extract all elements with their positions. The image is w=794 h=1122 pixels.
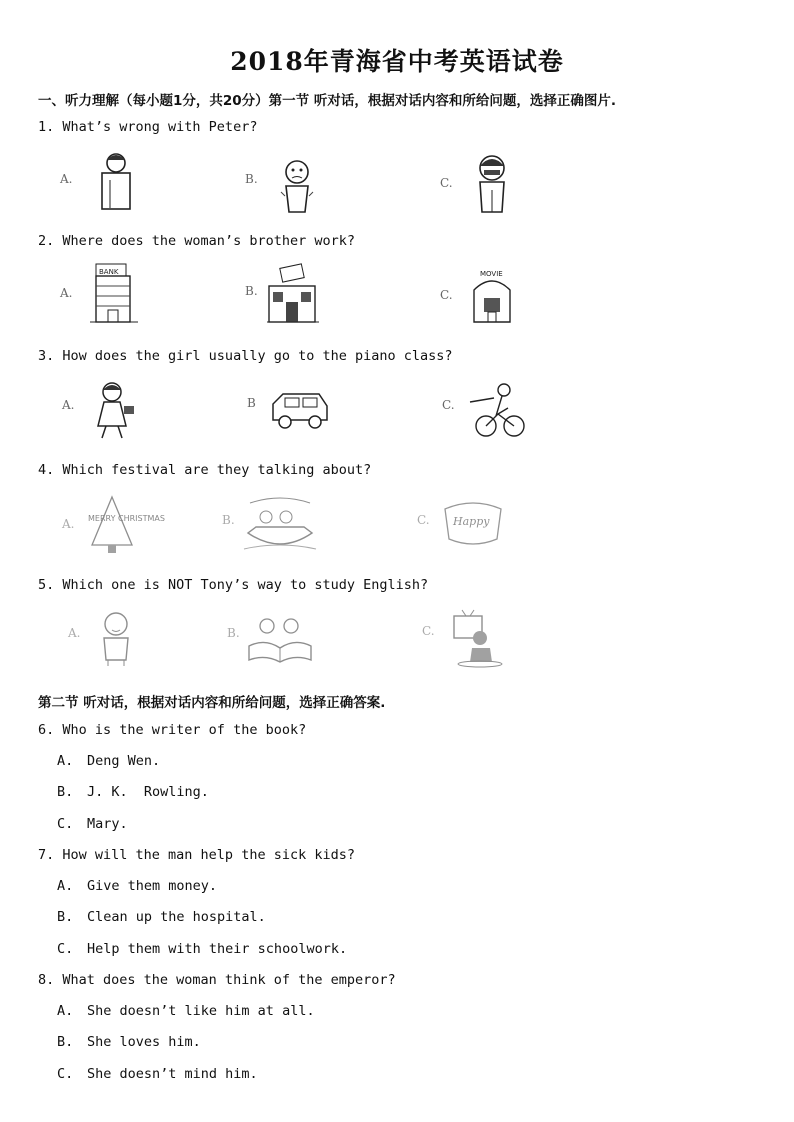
q5-option-a-picture: A. [60, 608, 160, 672]
q6-option-b: B. J. K. Rowling. [57, 784, 209, 800]
q4-option-a-picture: A. MERRY CHRISTMAS [60, 493, 160, 559]
q6-option-a: A. Deng Wen. [57, 753, 161, 769]
svg-text:BANK: BANK [99, 268, 119, 276]
question-1: 1. What’s wrong with Peter? [38, 119, 258, 135]
section2-heading: 第二节 听对话，根据对话内容和所给问题，选择正确答案. [38, 695, 386, 711]
q6-option-c: C. Mary. [57, 816, 128, 832]
cinema-building-icon [468, 264, 520, 326]
svg-text:MERRY CHRISTMAS: MERRY CHRISTMAS [88, 514, 165, 523]
q1-option-b-picture: B. [245, 150, 335, 214]
sick-boy-icon [277, 156, 317, 218]
bank-building-icon [90, 264, 138, 326]
svg-text:MOVIE: MOVIE [480, 270, 503, 278]
q8-option-a: A. She doesn’t like him at all. [57, 1003, 315, 1019]
q1-option-a-picture: A. [60, 150, 150, 214]
q8-option-c: C. She doesn’t mind him. [57, 1066, 258, 1082]
q7-option-a: A. Give them money. [57, 878, 218, 894]
q3-option-a-picture: A. [60, 378, 160, 442]
q4-option-b-picture: B. [220, 493, 320, 559]
question-5: 5. Which one is NOT Tony’s way to study English? [38, 577, 429, 593]
question-2: 2. Where does the woman’s brother work? [38, 233, 355, 249]
question-3: 3. How does the girl usually go to the piano class? [38, 348, 453, 364]
question-8: 8. What does the woman think of the emperor? [38, 972, 396, 988]
question-4: 4. Which festival are they talking about? [38, 462, 372, 478]
section1-heading: 一、听力理解（每小题1分，共20分）第一节 听对话，根据对话内容和所给问题，选择正确图片. [38, 93, 617, 109]
shop-building-icon [267, 264, 319, 326]
car-icon [269, 386, 333, 436]
q7-option-c: C. Help them with their schoolwork. [57, 941, 348, 957]
watching-tv-icon [446, 608, 506, 668]
question-6: 6. Who is the writer of the book? [38, 722, 307, 738]
question-7: 7. How will the man help the sick kids? [38, 847, 355, 863]
boy-speaking-icon [94, 608, 142, 668]
q3-option-b-picture: B [245, 378, 345, 442]
svg-text:Happy: Happy [453, 515, 490, 528]
q1-option-c-picture: C. [440, 150, 530, 214]
exam-title: 2018年青海省中考英语试卷 [230, 47, 564, 76]
boy-standing-icon [96, 150, 136, 212]
happy-new-year-icon [439, 495, 509, 555]
q2-option-b-picture: B. [245, 264, 345, 328]
q7-option-b: B. Clean up the hospital. [57, 909, 266, 925]
q2-option-a-picture: A. BANK [60, 264, 160, 328]
girl-walking-icon [90, 378, 142, 440]
christmas-tree-icon [82, 493, 165, 557]
q5-option-c-picture: C. [420, 608, 520, 672]
q8-option-b: B. She loves him. [57, 1034, 201, 1050]
q4-option-c-picture: C. Happy [415, 493, 515, 559]
reading-book-icon [247, 612, 313, 668]
boat-race-icon [244, 493, 316, 557]
bicycle-rider-icon [464, 378, 528, 440]
q2-option-c-picture: C. MOVIE [440, 264, 540, 328]
q5-option-b-picture: B. [225, 608, 325, 672]
q3-option-c-picture: C. [440, 378, 540, 442]
boy-with-toothache-icon [470, 150, 514, 214]
